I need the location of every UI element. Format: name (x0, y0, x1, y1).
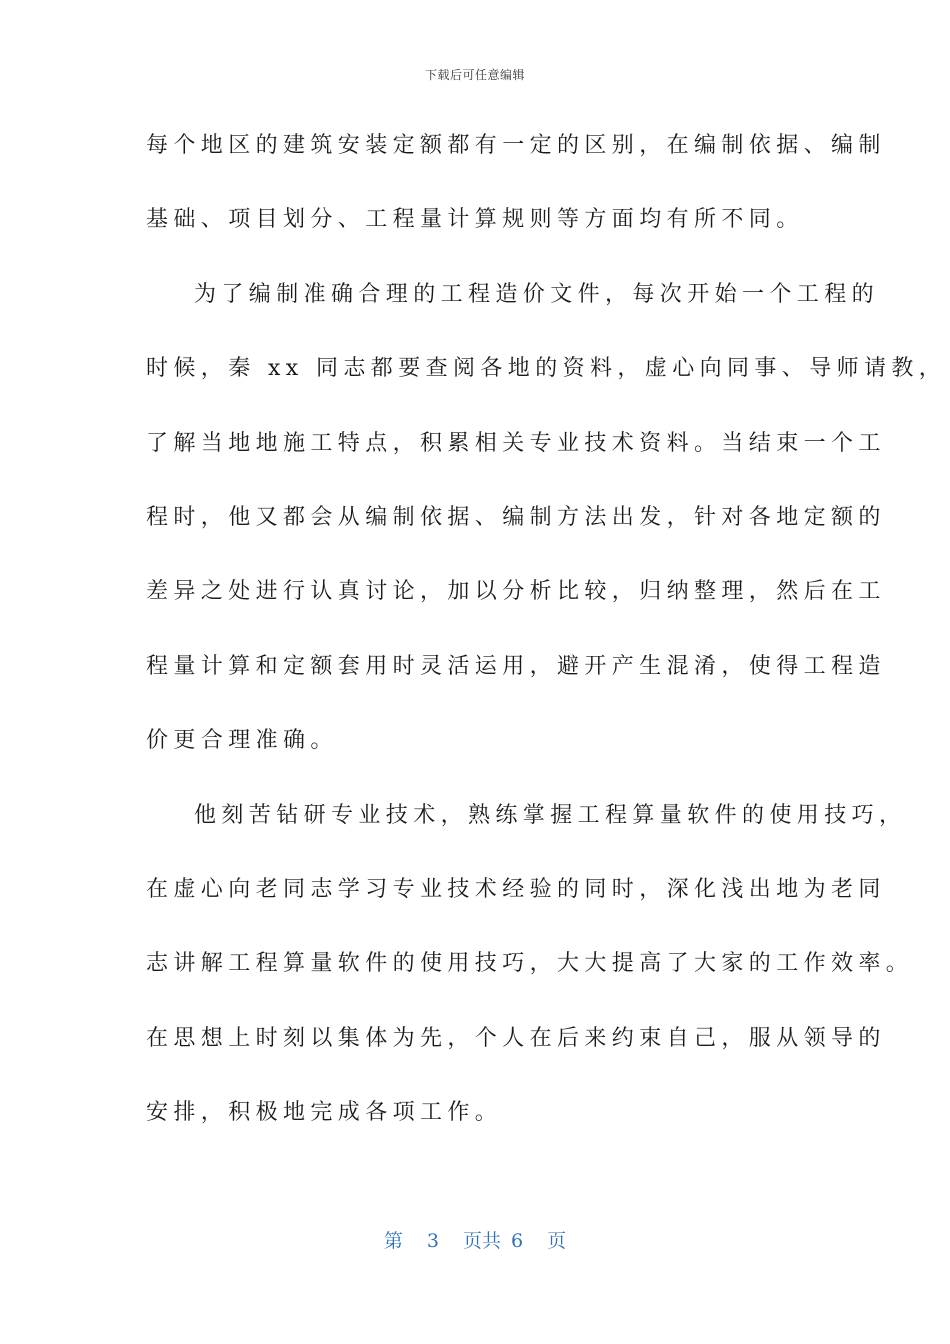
body-line: 每个地区的建筑安装定额都有一定的区别，在编制依据、编制 (146, 133, 886, 158)
header-note: 下载后可任意编辑 (424, 68, 525, 82)
body-line: 在虚心向老同志学习专业技术经验的同时，深化浅出地为老同 (146, 876, 886, 902)
page-suffix: 页 (547, 1230, 567, 1252)
page-footer (0, 1226, 950, 1253)
page-mid: 页共 (462, 1230, 501, 1252)
body-line: 他刻苦钻研专业技术，熟练掌握工程算量软件的使用技巧， (194, 802, 907, 828)
body-line: 在思想上时刻以集体为先，个人在后来约束自己，服从领导的 (146, 1025, 886, 1051)
current-page-number: 3 (426, 1230, 439, 1252)
body-line: 程时，他又都会从编制依据、编制方法出发，针对各地定额的 (146, 504, 886, 530)
body-line: 为了编制准确合理的工程造价文件，每次开始一个工程的 (194, 281, 880, 307)
body-line: 程量计算和定额套用时灵活运用，避开产生混淆，使得工程造 (146, 653, 886, 679)
body-line: 志讲解工程算量软件的使用技巧，大大提高了大家的工作效率。 (146, 951, 914, 977)
page-prefix: 第 (383, 1230, 403, 1252)
total-pages-number: 6 (511, 1230, 524, 1252)
body-line: 基础、项目划分、工程量计算规则等方面均有所不同。 (146, 207, 804, 233)
body-line: 安排，积极地完成各项工作。 (146, 1100, 503, 1126)
body-line: 时候，秦 xx 同志都要查阅各地的资料，虚心向同事、导师请教， (146, 356, 947, 382)
document-body (146, 124, 947, 1165)
body-line: 了解当地地施工特点，积累相关专业技术资料。当结束一个工 (146, 430, 886, 456)
body-line: 价更合理准确。 (146, 728, 338, 754)
body-line: 差异之处进行认真讨论，加以分析比较，归纳整理，然后在工 (146, 579, 886, 605)
